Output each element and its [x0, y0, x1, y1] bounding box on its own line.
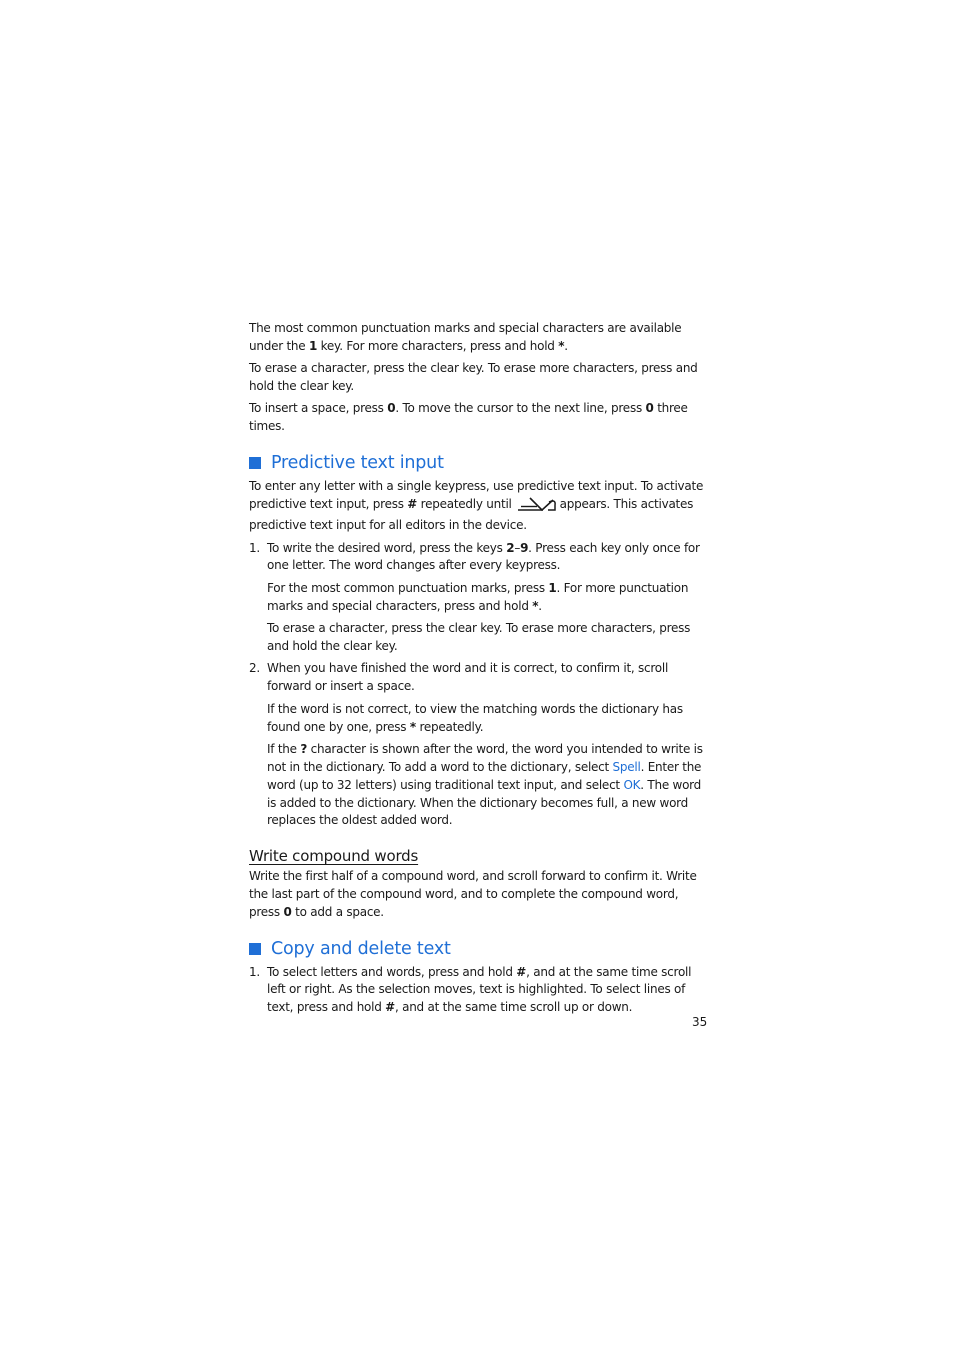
text-run: To insert a space, press: [249, 401, 388, 416]
text-run: To write the desired word, press the keys: [267, 540, 507, 555]
page-number: 35: [692, 1015, 708, 1029]
text-run: three times.: [249, 401, 688, 433]
list-item-text: When you have finished the word and it is correct, to confirm it, scroll forward or insert a space.: [267, 661, 669, 694]
ok-option: OK: [623, 777, 641, 792]
key-0: 0: [387, 401, 396, 416]
list-item: [249, 964, 707, 1017]
text-run: Write the first half of a compound word, and scroll forward to confirm it. Write the last part of the compound word, and to complete the compound word, press: [249, 869, 697, 919]
text-run: If the word is not correct, to view the matching words the dictionary has found one by one, press: [267, 702, 683, 734]
list-item: [249, 660, 707, 696]
key-9: 9: [520, 540, 529, 555]
heading-text: Copy and delete text: [271, 938, 451, 959]
predictive-text-heading: [249, 452, 707, 474]
predictive-text-indicator-icon: [517, 496, 557, 518]
intro-space-paragraph: [249, 400, 707, 436]
list-number: 2.: [249, 661, 260, 676]
list-item-text: [267, 540, 707, 576]
predictive-intro-paragraph: [249, 478, 707, 535]
text-run: For the most common punctuation marks, press: [267, 581, 549, 596]
list-number: 1.: [249, 964, 260, 979]
intro-erase-paragraph: To erase a character, press the clear key. To erase more characters, press and hold the clear key.: [249, 361, 698, 393]
blue-square-icon: [249, 457, 261, 469]
compound-words-paragraph: [249, 868, 707, 921]
compound-words-heading: Write compound words: [249, 847, 419, 866]
key-2: 2: [506, 540, 515, 555]
text-run: character is shown after the word, the word you intended to write is not in the dictionary. To add a word to the dictionary, select: [267, 742, 703, 774]
key-hash: #: [385, 1000, 395, 1015]
list-sub-paragraph: [249, 580, 707, 616]
key-star: *: [409, 719, 416, 734]
manual-page: [249, 320, 707, 1022]
copy-delete-heading: [249, 938, 707, 960]
text-run: . Enter the word (up to 32 letters) using traditional text input, and select: [267, 759, 702, 792]
heading-text: Predictive text input: [271, 452, 444, 473]
key-0: 0: [645, 401, 654, 416]
key-1: 1: [548, 581, 557, 596]
list-sub-paragraph: [249, 741, 707, 830]
text-run: . For more punctuation marks and special characters, press and hold: [267, 581, 689, 614]
key-star: *: [558, 338, 565, 353]
question-mark-char: ?: [300, 742, 308, 757]
text-run: appears. This activates predictive text input for all editors in the device.: [249, 496, 694, 533]
text-run: . Press each key only once for one letter. The word changes after every keypress.: [267, 540, 700, 573]
text-run: , and at the same time scroll left or right. As the selection moves, text is highlighted. To select lines of text, press and hold: [267, 964, 692, 1015]
list-sub-paragraph: To erase a character, press the clear key. To erase more characters, press and hold the clear key.: [267, 621, 691, 654]
text-run: repeatedly until: [417, 496, 512, 511]
text-run: –: [514, 540, 521, 555]
intro-punctuation-paragraph: [249, 320, 707, 356]
spell-option: Spell: [612, 759, 641, 774]
key-star: *: [532, 599, 539, 614]
text-run: , and at the same time scroll up or down.: [394, 1000, 633, 1015]
key-hash: #: [407, 496, 418, 511]
text-run: To enter any letter with a single keypress, use predictive text input. To activate predictive text input, press: [249, 478, 704, 511]
list-sub-paragraph: [249, 701, 707, 737]
text-run: .: [538, 599, 542, 614]
text-run: .: [564, 338, 568, 353]
list-item: [249, 540, 707, 576]
text-run: To select letters and words, press and hold: [267, 964, 517, 979]
key-1: 1: [308, 338, 318, 353]
key-0: 0: [283, 904, 292, 919]
list-number: 1.: [249, 540, 260, 555]
text-run: . To move the cursor to the next line, press: [395, 401, 646, 416]
text-run: If the: [267, 742, 301, 757]
text-run: . The word is added to the dictionary. When the dictionary becomes full, a new word replaces the oldest added word.: [267, 777, 702, 828]
list-item-text: [267, 964, 707, 1017]
text-run: repeatedly.: [415, 719, 484, 734]
key-hash: #: [516, 964, 527, 979]
text-run: The most common punctuation marks and special characters are available under the: [249, 321, 682, 353]
blue-square-icon: [249, 943, 261, 955]
text-run: to add a space.: [291, 904, 384, 919]
text-run: key. For more characters, press and hold: [317, 338, 559, 353]
